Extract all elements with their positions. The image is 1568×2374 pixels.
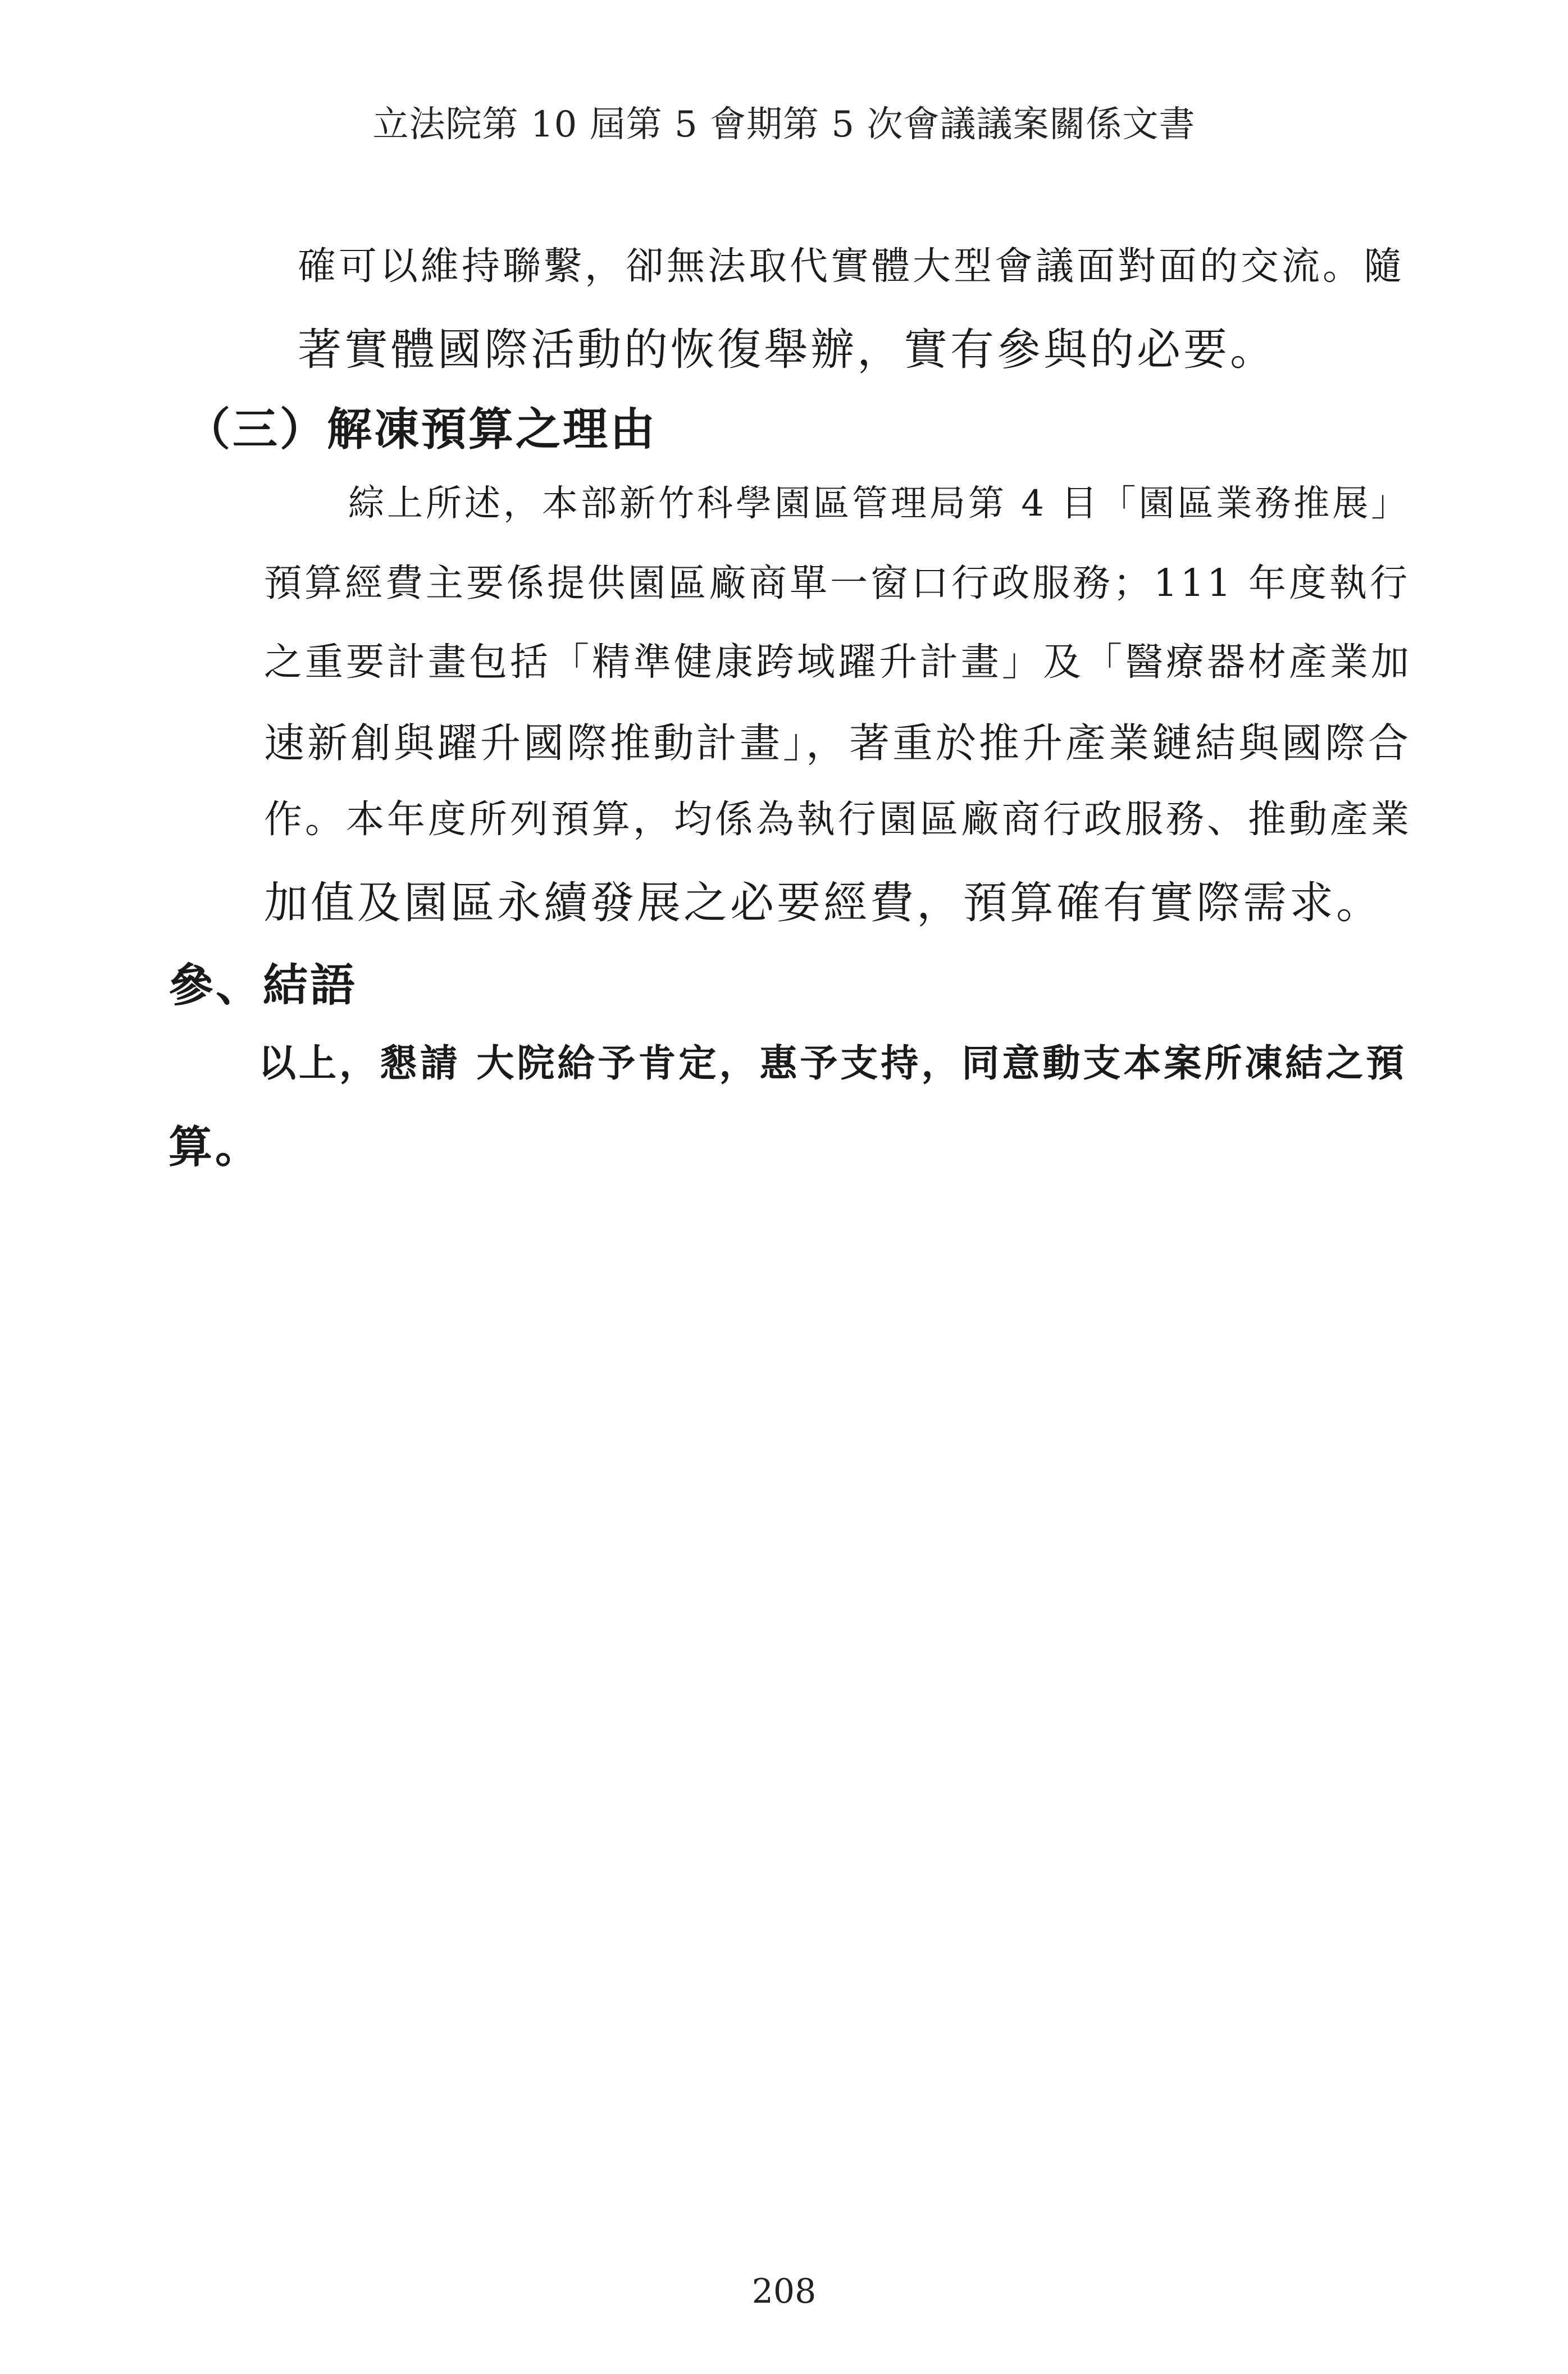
paragraph-line: 作。本年度所列預算，均係為執行園區廠商行政服務、推動產業	[264, 798, 1412, 842]
paragraph-line: 確可以維持聯繫，卻無法取代實體大型會議面對面的交流。隨	[298, 244, 1405, 289]
paragraph-line: 加值及園區永續發展之必要經費，預算確有實際需求。	[264, 878, 1383, 928]
paragraph-line: 速新創與躍升國際推動計畫」，著重於推升產業鏈結與國際合	[264, 719, 1412, 767]
paragraph-line: 之重要計畫包括「精準健康跨域躍升計畫」及「醫療器材產業加	[264, 640, 1412, 685]
document-header: 立法院第 10 屆第 5 會期第 5 次會議議案關係文書	[372, 104, 1196, 145]
paragraph-line: 預算經費主要係提供園區廠商單一窗口行政服務；111 年度執行	[264, 561, 1411, 605]
paragraph-line: 綜上所述，本部新竹科學園區管理局第 4 目「園區業務推展」	[348, 483, 1410, 525]
conclusion-heading: 參、結語	[168, 959, 357, 1011]
paragraph-line: 算。	[168, 1122, 262, 1173]
paragraph-line: 以上，懇請 大院給予肯定，惠予支持，同意動支本案所凍結之預	[258, 1041, 1407, 1085]
section-heading-three: （三）解凍預算之理由	[185, 403, 657, 455]
page-number: 208	[751, 2272, 817, 2311]
paragraph-line: 著實體國際活動的恢復舉辦，實有參與的必要。	[298, 325, 1277, 375]
